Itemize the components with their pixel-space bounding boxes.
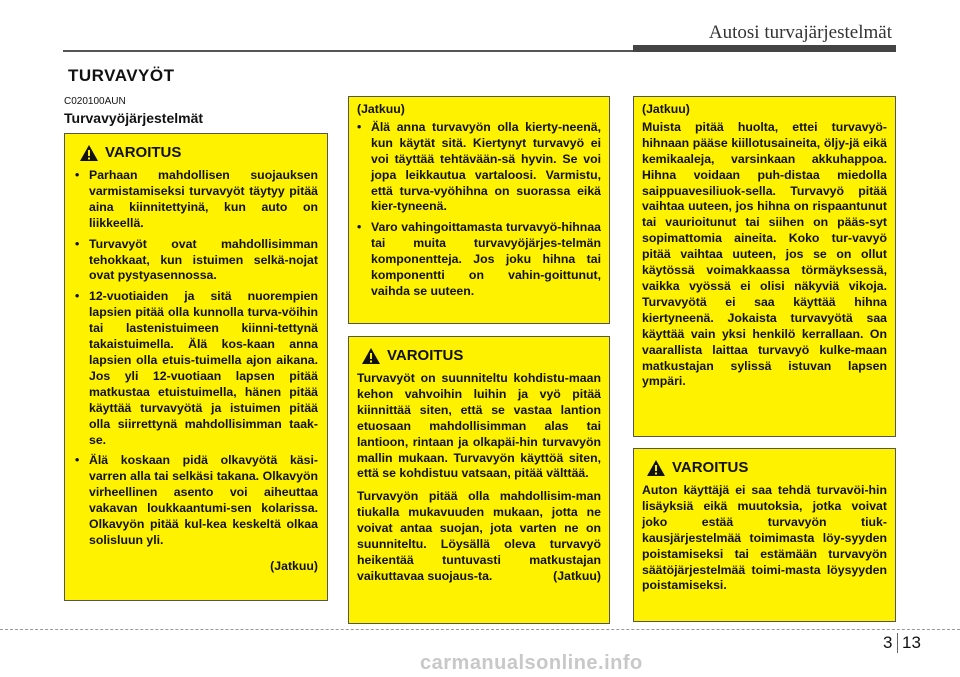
warning-box-2 [348, 96, 610, 324]
list-item: • 12-vuotiaiden ja sitä nuorempien lapsien pitää olla kunnolla turva-vöihin tai lastenistuimeen kiinni-tettynä takaistuimella. Älä kos-kaan anna lapsien olla etuis-tuimella ajon aikana. Jos yli 12-vuotiaan lapsen pitää matkustaa etuistuimella, hänen pitää käyttää turvavyötä ja istuimen pitää olla siirrettynä mahdollisimman taak-se. [75, 289, 318, 447]
watermark: carmanualsonline.info [420, 652, 643, 674]
warning-paragraph: Turvavyön pitää olla mahdollisim-man tiukalla mukavuuden mukaan, jotta ne voivat antaa suojan, jota varten ne on suunniteltu. Löysällä oleva turvavyö heikentää tuntuvasti matkustajan vaikuttavaa suojaus-ta. (Jatkuu) [357, 489, 601, 583]
warning-bullet-list [75, 168, 318, 549]
list-item: • Parhaan mahdollisen suojauksen varmistamiseksi turvavyöt täytyy pitää aina kiinnitettyinä, kun auto on liikkeellä. [75, 168, 318, 230]
continued-label: (Jatkuu) [357, 102, 405, 116]
continued-label: (Jatkuu) [270, 558, 318, 573]
warning-header [361, 347, 601, 365]
list-item: • Varo vahingoittamasta turvavyö-hihnaa tai muita turvavyöjärjes-telmän komponentteja. Jos joku hihna tai komponentti on vahin-goittunut, vaihda se uuteen. [357, 220, 601, 298]
list-item: • Älä koskaan pidä olkavyötä käsi-varren alla tai selkäsi takana. Olkavyön virheellinen asento voi aiheuttaa vakavan loukkaantumi-sen kolarissa. Olkavyön pitää kul-kea keskeltä olkaa solisluun yli. [75, 453, 318, 547]
warning-box-3 [348, 336, 610, 624]
warning-header [646, 459, 887, 477]
warning-box-5 [633, 448, 896, 622]
header-rule-thick [633, 45, 896, 52]
running-header-title: Autosi turvajärjestelmät [708, 22, 892, 43]
warning-box-1 [64, 133, 328, 601]
warning-paragraph: Muista pitää huolta, ettei turvavyö-hihnaan pääse kiillotusaineita, öljy-jä eikä kemikaaleja, varsinkaan akkuhappoa. Hihna voidaan puh-distaa miedolla saippuavesiliuok-sella. Turvavyö pitää vaihtaa uuteen, jos hihna on rispaantunut tai vaurioitunut tai siihen on pääs-syt sopimattomia aineita. Koko tur-vavyö pitää vaihtaa uuteen, jos se on ollut käytössä voimakkaassa törmäyksessä, vaikka vyössä ei olisi näkyviä vikoja. Turvavyötä ei saa käyttää hihna kiertyneenä. Jokaista turvavyötä saa käyttää vain yksi henkilö kerrallaan. On vaarallista laittaa turvavyö kulke-maan matkustajan sylissä istuvan lapsen ympäri. [642, 119, 887, 389]
warning-triangle-icon [646, 459, 666, 477]
section-subheading: Turvavyöjärjestelmät [64, 110, 204, 126]
footer-rule [0, 629, 960, 630]
warning-title: VAROITUS [105, 144, 182, 162]
header-rule-thin [63, 50, 638, 52]
page-number: 13 [902, 633, 921, 652]
page-number-divider [897, 633, 898, 653]
continued-label: (Jatkuu) [553, 568, 601, 583]
warning-header [79, 144, 318, 162]
continued-label: (Jatkuu) [642, 102, 690, 116]
section-code: C020100AUN [64, 96, 126, 107]
list-item: • Älä anna turvavyön olla kierty-neenä, kun käytät sitä. Kiertynyt turvavyö ei voi täyttää tehtävään-sä hyvin. Se voi jopa leikkautua vartaloosi. Varmistu, että turva-vyöhihna on suorassa eikä kier-tyneenä. [357, 119, 601, 214]
warning-bullet-list [357, 120, 601, 300]
warning-box-4 [633, 96, 896, 437]
warning-title: VAROITUS [387, 347, 464, 365]
warning-triangle-icon [79, 144, 99, 162]
chapter-number: 3 [883, 633, 893, 652]
warning-triangle-icon [361, 347, 381, 365]
section-title: TURVAVYÖT [68, 66, 175, 85]
warning-paragraph: Auton käyttäjä ei saa tehdä turvavöi-hin lisäyksiä eikä muutoksia, jotka voivat joko estää turvavyön tiuk-kausjärjestelmää toimimasta löy-syyden poistamiseksi tai estämään turvavyön säätöjärjestelmää toimi-masta löysyyden poistamiseksi. [642, 483, 887, 593]
warning-title: VAROITUS [672, 459, 749, 477]
list-item: • Turvavyöt ovat mahdollisimman tehokkaat, kun istuimen selkä-nojat ovat pystyasennossa. [75, 236, 318, 283]
warning-paragraph: Turvavyöt on suunniteltu kohdistu-maan kehon vahvoihin luihin ja vyö pitää kiinnittää siten, että se vastaa lantion etuosaan mahdollisimman alas tai lantioon, rintaan ja olkapäi-hin turvavyön mallin mukaan. Turvavyön käyttöä siten, että se kohdistuu vatsaan, pitää välttää. [357, 371, 601, 481]
